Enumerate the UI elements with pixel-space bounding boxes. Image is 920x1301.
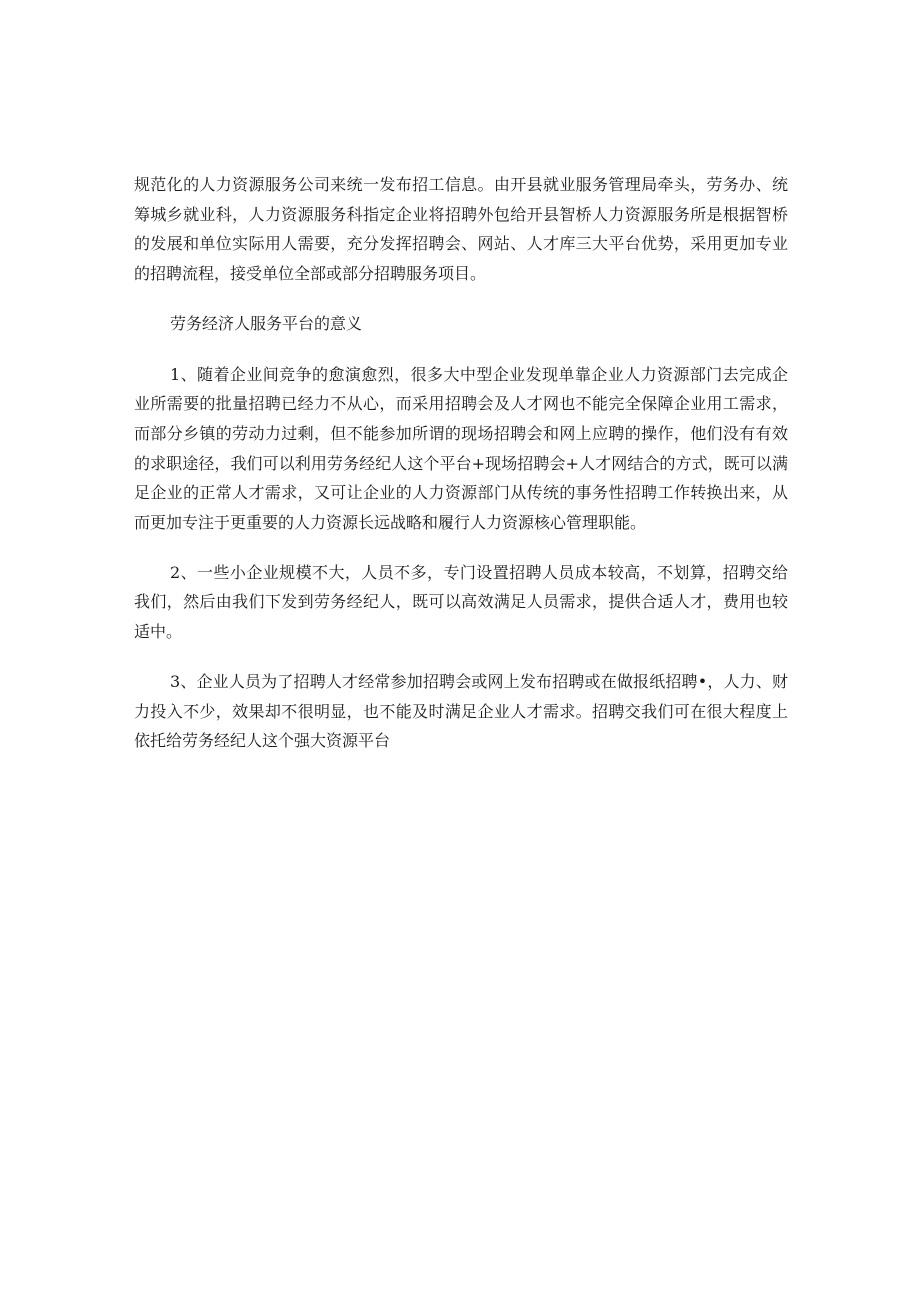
section-heading: 劳务经济人服务平台的意义	[170, 313, 363, 333]
paragraph-intro: 规范化的人力资源服务公司来统一发布招工信息。由开县就业服务管理局牵头，劳务办、统筹城乡就业科，人力资源服务科指定企业将招聘外包给开县智桥人力资源服务所是根据智桥的发展和单位实际用人需要，充分发挥招聘会、网站、人才库三大平台优势，采用更加专业的招聘流程，接受单位全部或部分招聘服务项目。	[134, 175, 788, 284]
paragraph-point-3: 3、企业人员为了招聘人才经常参加招聘会或网上发布招聘或在做报纸招聘•，人力、财力投入不少，效果却不很明显，也不能及时满足企业人才需求。招聘交我们可在很大程度上依托给劳务经纪人这个强大资源平台	[134, 671, 788, 751]
paragraph-point-1: 1、随着企业间竞争的愈演愈烈，很多大中型企业发现单靠企业人力资源部门去完成企业所需要的批量招聘已经力不从心，而采用招聘会及人才网也不能完全保障企业用工需求，而部分乡镇的劳动力过剩，但不能参加所谓的现场招聘会和网上应聘的操作，他们没有有效的求职途径，我们可以利用劳务经纪人这个平台+现场招聘会+人才网结合的方式，既可以满足企业的正常人才需求，又可让企业的人力资源部门从传统的事务性招聘工作转换出来，从而更加专注于更重要的人力资源长远战略和履行人力资源核心管理职能。	[134, 364, 788, 533]
paragraph-point-2: 2、一些小企业规模不大，人员不多，专门设置招聘人员成本较高，不划算，招聘交给我们，然后由我们下发到劳务经纪人，既可以高效满足人员需求，提供合适人才，费用也较适中。	[134, 562, 788, 642]
document-body	[134, 170, 788, 776]
